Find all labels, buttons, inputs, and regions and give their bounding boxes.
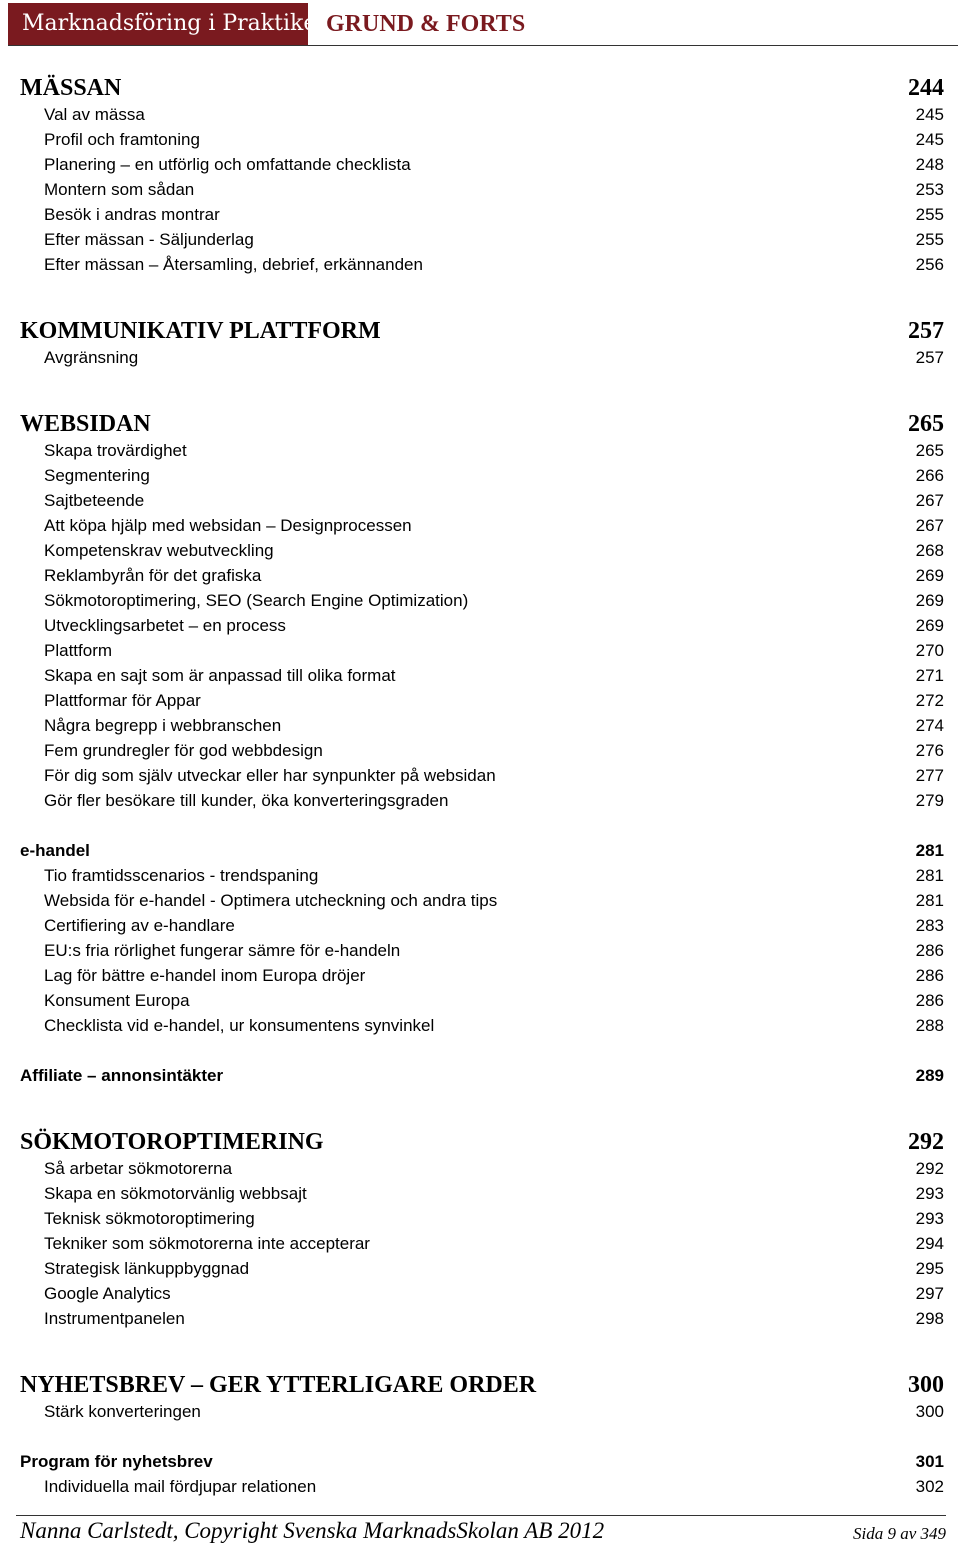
toc-entry <box>20 538 944 563</box>
entry-title: Certifiering av e-handlare <box>44 916 235 935</box>
toc-entry <box>20 1399 944 1424</box>
section-page-number: 257 <box>908 318 944 344</box>
entry-page-number: 286 <box>915 991 944 1010</box>
toc-entry <box>20 1013 944 1038</box>
toc-entry <box>20 1156 944 1181</box>
entry-title: Planering – en utförlig och omfattande checklista <box>44 155 411 174</box>
toc-entry <box>20 202 944 227</box>
entry-page-number: 255 <box>915 230 944 249</box>
toc-entry <box>20 588 944 613</box>
toc-entry <box>20 1306 944 1331</box>
toc-entry <box>20 563 944 588</box>
entry-title: Fem grundregler för god webbdesign <box>44 741 323 760</box>
entry-page-number: 271 <box>915 666 944 685</box>
entry-page-number: 281 <box>915 866 944 885</box>
entry-title: Konsument Europa <box>44 991 190 1010</box>
entry-page-number: 279 <box>915 791 944 810</box>
toc-entry <box>20 738 944 763</box>
toc-entry <box>20 252 944 277</box>
entry-page-number: 268 <box>915 541 944 560</box>
entry-page-number: 265 <box>915 441 944 460</box>
toc-entry <box>20 345 944 370</box>
book-subtitle: GRUND & FORTS <box>326 11 526 37</box>
entry-page-number: 274 <box>915 716 944 735</box>
entry-title: Websida för e-handel - Optimera utcheckning och andra tips <box>44 891 498 910</box>
entry-title: Så arbetar sökmotorerna <box>44 1159 233 1178</box>
entry-page-number: 281 <box>915 891 944 910</box>
page-header <box>8 3 958 46</box>
entry-title: Avgränsning <box>44 348 139 367</box>
entry-page-number: 276 <box>915 741 944 760</box>
entry-page-number: 266 <box>915 466 944 485</box>
entry-title: Montern som sådan <box>44 180 195 199</box>
toc-entry <box>20 177 944 202</box>
entry-page-number: 256 <box>915 255 944 274</box>
copyright-text: Nanna Carlstedt, Copyright Svenska MarknadsSkolan AB 2012 <box>20 1518 605 1543</box>
entry-page-number: 294 <box>915 1234 944 1253</box>
toc-entry <box>20 152 944 177</box>
toc-entry <box>20 863 944 888</box>
section-title: NYHETSBREV – GER YTTERLIGARE ORDER <box>20 1372 537 1398</box>
section-page-number: 265 <box>908 411 944 437</box>
entry-title: Lag för bättre e-handel inom Europa dröjer <box>44 966 366 985</box>
entry-page-number: 269 <box>915 616 944 635</box>
section-title: Program för nyhetsbrev <box>20 1452 213 1471</box>
entry-page-number: 248 <box>915 155 944 174</box>
entry-title: För dig som själv utveckar eller har synpunkter på websidan <box>44 766 496 785</box>
entry-page-number: 283 <box>915 916 944 935</box>
section-title: SÖKMOTOROPTIMERING <box>20 1129 324 1155</box>
entry-title: Individuella mail fördjupar relationen <box>44 1477 317 1496</box>
entry-page-number: 272 <box>915 691 944 710</box>
toc-entry <box>20 1206 944 1231</box>
toc-entry <box>20 513 944 538</box>
toc-entry <box>20 913 944 938</box>
toc-section-heading <box>20 74 944 102</box>
entry-page-number: 267 <box>915 491 944 510</box>
entry-title: Tekniker som sökmotorerna inte accepterar <box>44 1234 370 1253</box>
entry-title: Reklambyrån för det grafiska <box>44 566 262 585</box>
entry-page-number: 286 <box>915 941 944 960</box>
section-title: WEBSIDAN <box>20 411 151 437</box>
toc-entry <box>20 438 944 463</box>
entry-page-number: 302 <box>915 1477 944 1496</box>
entry-title: Teknisk sökmotoroptimering <box>44 1209 255 1228</box>
section-title: KOMMUNIKATIV PLATTFORM <box>20 318 381 344</box>
entry-title: Gör fler besökare till kunder, öka konverteringsgraden <box>44 791 449 810</box>
toc-section-heading <box>20 1449 944 1474</box>
entry-page-number: 269 <box>915 591 944 610</box>
entry-title: Tio framtidsscenarios - trendspaning <box>44 866 319 885</box>
toc-entry <box>20 102 944 127</box>
toc-entry <box>20 227 944 252</box>
entry-title: Några begrepp i webbranschen <box>44 716 282 735</box>
entry-page-number: 245 <box>915 130 944 149</box>
entry-title: Strategisk länkuppbyggnad <box>44 1259 250 1278</box>
entry-page-number: 277 <box>915 766 944 785</box>
entry-title: Sökmotoroptimering, SEO (Search Engine Optimization) <box>44 591 469 610</box>
table-of-contents <box>20 68 944 1499</box>
book-title: Marknadsföring i Praktiken <box>8 3 308 45</box>
entry-title: Utvecklingsarbetet – en process <box>44 616 286 635</box>
entry-page-number: 257 <box>915 348 944 367</box>
entry-title: Stärk konverteringen <box>44 1402 201 1421</box>
page-footer <box>16 1515 946 1548</box>
section-title: Affiliate – annonsintäkter <box>20 1066 224 1085</box>
entry-page-number: 267 <box>915 516 944 535</box>
entry-page-number: 293 <box>915 1184 944 1203</box>
entry-title: Plattform <box>44 641 113 660</box>
toc-entry <box>20 463 944 488</box>
entry-title: Skapa trovärdighet <box>44 441 187 460</box>
toc-entry <box>20 763 944 788</box>
entry-page-number: 297 <box>915 1284 944 1303</box>
entry-page-number: 295 <box>915 1259 944 1278</box>
toc-entry <box>20 1281 944 1306</box>
entry-page-number: 255 <box>915 205 944 224</box>
toc-section-heading <box>20 1063 944 1088</box>
entry-title: Instrumentpanelen <box>44 1309 185 1328</box>
entry-page-number: 300 <box>915 1402 944 1421</box>
entry-title: Segmentering <box>44 466 150 485</box>
toc-section-heading <box>20 410 944 438</box>
toc-entry <box>20 488 944 513</box>
entry-page-number: 286 <box>915 966 944 985</box>
toc-section-heading <box>20 317 944 345</box>
toc-entry <box>20 613 944 638</box>
toc-section-heading <box>20 1371 944 1399</box>
toc-entry <box>20 1231 944 1256</box>
entry-title: Besök i andras montrar <box>44 205 220 224</box>
entry-page-number: 245 <box>915 105 944 124</box>
entry-title: Efter mässan – Återsamling, debrief, erkännanden <box>44 255 423 274</box>
section-page-number: 301 <box>915 1452 944 1471</box>
entry-title: Sajtbeteende <box>44 491 145 510</box>
section-page-number: 281 <box>915 841 944 860</box>
toc-entry <box>20 713 944 738</box>
entry-page-number: 298 <box>915 1309 944 1328</box>
toc-entry <box>20 888 944 913</box>
section-title: e-handel <box>20 841 90 860</box>
entry-title: Skapa en sajt som är anpassad till olika format <box>44 666 396 685</box>
section-page-number: 300 <box>908 1372 944 1398</box>
entry-page-number: 293 <box>915 1209 944 1228</box>
entry-title: Skapa en sökmotorvänlig webbsajt <box>44 1184 307 1203</box>
section-title: MÄSSAN <box>20 75 122 101</box>
toc-section-heading <box>20 838 944 863</box>
toc-entry <box>20 127 944 152</box>
entry-page-number: 288 <box>915 1016 944 1035</box>
entry-title: Checklista vid e-handel, ur konsumentens synvinkel <box>44 1016 435 1035</box>
entry-title: Kompetenskrav webutveckling <box>44 541 274 560</box>
toc-section-heading <box>20 1128 944 1156</box>
toc-entry <box>20 938 944 963</box>
page-number: Sida 9 av 349 <box>852 1524 946 1543</box>
entry-page-number: 269 <box>915 566 944 585</box>
entry-title: Val av mässa <box>44 105 145 124</box>
toc-entry <box>20 1181 944 1206</box>
toc-entry <box>20 963 944 988</box>
toc-entry <box>20 638 944 663</box>
entry-page-number: 270 <box>915 641 944 660</box>
entry-page-number: 253 <box>915 180 944 199</box>
toc-entry <box>20 788 944 813</box>
entry-page-number: 292 <box>915 1159 944 1178</box>
entry-title: Efter mässan - Säljunderlag <box>44 230 254 249</box>
entry-title: EU:s fria rörlighet fungerar sämre för e-handeln <box>44 941 401 960</box>
entry-title: Google Analytics <box>44 1284 171 1303</box>
entry-title: Plattformar för Appar <box>44 691 201 710</box>
entry-title: Att köpa hjälp med websidan – Designprocessen <box>44 516 412 535</box>
section-page-number: 292 <box>908 1129 944 1155</box>
entry-title: Profil och framtoning <box>44 130 200 149</box>
toc-entry <box>20 1256 944 1281</box>
toc-entry <box>20 663 944 688</box>
toc-entry <box>20 988 944 1013</box>
toc-entry <box>20 1474 944 1499</box>
toc-entry <box>20 688 944 713</box>
section-page-number: 244 <box>908 75 944 101</box>
section-page-number: 289 <box>915 1066 944 1085</box>
